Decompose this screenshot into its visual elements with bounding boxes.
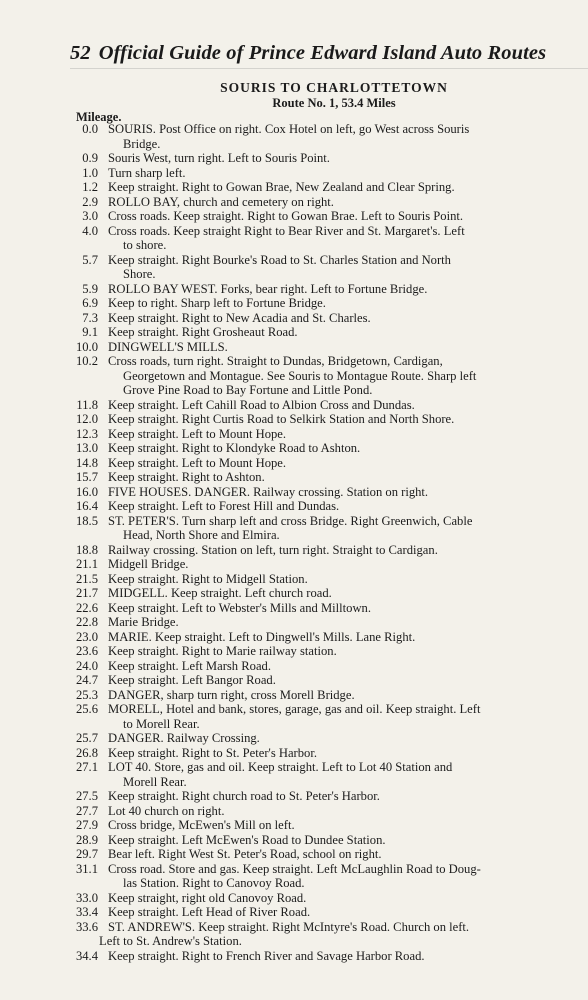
route-entry [0, 862, 588, 891]
route-entry [0, 340, 588, 355]
direction-text [108, 354, 588, 398]
direction-text [108, 862, 588, 891]
direction-line: ST. PETER'S. Turn sharp left and cross Bridge. Right Greenwich, Cable [108, 513, 473, 528]
direction-line: Keep straight. Left Bangor Road. [108, 673, 276, 687]
direction-text [108, 746, 588, 761]
mileage-value: 10.2 [75, 354, 98, 368]
mileage-value: 28.9 [75, 832, 98, 847]
direction-line: Keep straight. Left Marsh Road. [108, 658, 271, 673]
mileage-value: 4.0 [82, 223, 98, 238]
direction-text [108, 311, 588, 326]
direction-line: Keep straight. Left McEwen's Road to Dundee Station. [108, 832, 386, 847]
mileage-value: 33.0 [75, 890, 98, 905]
direction-text [108, 441, 588, 456]
route-entry [0, 688, 588, 703]
mileage-value: 11.8 [76, 397, 98, 412]
direction-text [108, 514, 588, 543]
mileage-value: 21.5 [75, 571, 98, 586]
mileage-value: 3.0 [82, 209, 98, 223]
route-entry [0, 572, 588, 587]
direction-line: Turn sharp left. [108, 165, 186, 180]
route-entry [0, 818, 588, 833]
direction-line: ST. ANDREW'S. Keep straight. Right McIntyre's Road. Church on left. [108, 919, 470, 934]
route-log [0, 122, 588, 963]
direction-text [108, 470, 588, 485]
direction-line: Souris West, turn right. Left to Souris Point. [108, 151, 330, 165]
direction-text [108, 485, 588, 500]
route-entry [0, 630, 588, 645]
direction-text [108, 818, 588, 833]
direction-line: Keep straight. Right to New Acadia and St. Charles. [108, 310, 371, 325]
direction-text [108, 282, 588, 297]
route-entry [0, 659, 588, 674]
direction-line: Cross roads. Keep straight. Right to Gowan Brae. Left to Souris Point. [108, 209, 464, 223]
direction-continuation-line: Head, North Shore and Elmira. [123, 528, 280, 542]
direction-continuation-line: Bridge. [123, 136, 161, 151]
direction-text [108, 180, 588, 195]
direction-line: ROLLO BAY WEST. Forks, bear right. Left to Fortune Bridge. [108, 281, 428, 296]
direction-continuation-line: to Morell Rear. [123, 716, 200, 731]
direction-line: Cross roads. Keep straight Right to Bear River and St. Margaret's. Left [108, 223, 465, 238]
route-entry [0, 557, 588, 572]
direction-line: Marie Bridge. [108, 615, 179, 629]
route-entry [0, 833, 588, 848]
direction-text [108, 427, 588, 442]
route-entry [0, 180, 588, 195]
direction-text [108, 253, 588, 282]
direction-line: Keep straight. Right church road to St. Peter's Harbor. [108, 789, 380, 803]
direction-line: Railway crossing. Station on left, turn right. Straight to Cardigan. [108, 542, 438, 557]
route-entry [0, 456, 588, 471]
direction-line: Cross road. Store and gas. Keep straight. Left McLaughlin Road to Doug- [108, 861, 481, 876]
direction-continuation-line: Morell Rear. [123, 774, 187, 789]
direction-line: MORELL, Hotel and bank, stores, garage, gas and oil. Keep straight. Left [108, 702, 481, 716]
direction-line: Keep straight. Right Bourke's Road to St. Charles Station and North [108, 252, 451, 267]
route-subtitle: Route No. 1, 53.4 Miles [272, 96, 396, 110]
route-entry [0, 253, 588, 282]
route-entry [0, 543, 588, 558]
running-head-title: Official Guide of Prince Edward Island Auto Routes [98, 42, 547, 64]
direction-line: Midgell Bridge. [108, 557, 189, 571]
page-number: 52 [70, 42, 91, 64]
mileage-value: 16.4 [75, 499, 98, 513]
route-entry [0, 441, 588, 456]
route-entry [0, 195, 588, 210]
running-head [70, 42, 546, 65]
mileage-value: 29.7 [75, 847, 98, 861]
mileage-value: 16.0 [75, 484, 98, 499]
mileage-value: 0.0 [82, 122, 98, 136]
direction-text [108, 340, 588, 355]
route-entry [0, 760, 588, 789]
direction-text [108, 891, 588, 906]
route-entry [0, 949, 588, 964]
direction-text [108, 224, 588, 253]
route-entry [0, 427, 588, 442]
direction-text [108, 586, 588, 601]
direction-text [108, 195, 588, 210]
direction-line: Cross roads, turn right. Straight to Dundas, Bridgetown, Cardigan, [108, 354, 443, 368]
mileage-value: 6.9 [82, 296, 98, 310]
mileage-value: 33.6 [75, 919, 98, 934]
direction-line: Keep straight. Left to Forest Hill and Dundas. [108, 499, 340, 513]
direction-line: Keep straight. Right Grosheaut Road. [108, 325, 298, 339]
mileage-value: 21.1 [75, 557, 98, 571]
direction-line: Keep straight. Left Head of River Road. [108, 905, 311, 919]
route-entry [0, 151, 588, 166]
mileage-value: 5.7 [82, 252, 98, 267]
direction-text [108, 760, 588, 789]
mileage-value: 23.6 [75, 644, 98, 658]
direction-text [108, 833, 588, 848]
direction-text [108, 398, 588, 413]
mileage-value: 22.8 [75, 615, 98, 629]
direction-text [108, 659, 588, 674]
mileage-column-label: Mileage. [76, 110, 122, 124]
direction-line: Keep straight, right old Canovoy Road. [108, 890, 307, 905]
direction-line: Keep straight. Right to Gowan Brae, New Zealand and Clear Spring. [108, 180, 455, 194]
direction-text [99, 919, 588, 949]
direction-line: SOURIS. Post Office on right. Cox Hotel on left, go West across Souris [108, 122, 470, 136]
direction-line: MARIE. Keep straight. Left to Dingwell's Mills. Lane Right. [108, 629, 416, 644]
direction-line: Keep to right. Sharp left to Fortune Bridge. [108, 296, 326, 310]
direction-text [108, 209, 588, 224]
route-entry [0, 789, 588, 804]
route-entry [0, 673, 588, 688]
direction-line: Keep straight. Left to Mount Hope. [108, 455, 287, 470]
mileage-value: 25.3 [75, 687, 98, 702]
route-entry [0, 746, 588, 761]
route-entry [0, 499, 588, 514]
mileage-value: 27.1 [75, 760, 98, 774]
direction-line: LOT 40. Store, gas and oil. Keep straight. Left to Lot 40 Station and [108, 760, 453, 774]
direction-continuation-line: Left to St. Andrew's Station. [99, 934, 242, 948]
route-entry [0, 804, 588, 819]
mileage-value: 27.9 [75, 818, 98, 832]
direction-line: Keep straight. Right to French River and Savage Harbor Road. [108, 948, 425, 963]
direction-text [108, 412, 588, 427]
route-entry [0, 731, 588, 746]
direction-text [108, 572, 588, 587]
direction-continuation-line: Shore. [123, 267, 156, 281]
direction-line: DINGWELL'S MILLS. [108, 339, 228, 354]
mileage-value: 12.3 [75, 426, 98, 441]
direction-line: Lot 40 church on right. [108, 803, 225, 818]
mileage-value: 24.0 [75, 658, 98, 673]
direction-line: FIVE HOUSES. DANGER. Railway crossing. Station on right. [108, 484, 429, 499]
route-entry [0, 470, 588, 485]
route-entry [0, 122, 588, 151]
mileage-value: 18.5 [75, 513, 98, 528]
route-entry [0, 615, 588, 630]
mileage-value: 15.7 [75, 470, 98, 484]
route-entry [0, 224, 588, 253]
route-entry [0, 325, 588, 340]
mileage-value: 1.0 [82, 165, 98, 180]
mileage-value: 12.0 [75, 412, 98, 426]
direction-line: Keep straight. Right Curtis Road to Selkirk Station and North Shore. [108, 412, 455, 426]
mileage-value: 5.9 [82, 281, 98, 296]
mileage-value: 13.0 [75, 441, 98, 455]
direction-text [108, 325, 588, 340]
mileage-value: 2.9 [82, 194, 98, 209]
direction-text [108, 673, 588, 688]
direction-text [108, 702, 588, 731]
mileage-value: 27.7 [75, 803, 98, 818]
route-entry [0, 514, 588, 543]
direction-text [108, 543, 588, 558]
route-entry [0, 644, 588, 659]
direction-text [108, 166, 588, 181]
direction-text [108, 615, 588, 630]
direction-text [108, 456, 588, 471]
direction-line: Keep straight. Left Cahill Road to Albion Cross and Dundas. [108, 397, 415, 412]
route-entry [0, 209, 588, 224]
running-head-rule [70, 68, 588, 69]
direction-text [108, 296, 588, 311]
direction-line: Keep straight. Right to Midgell Station. [108, 571, 308, 586]
direction-text [108, 949, 588, 964]
route-entry [0, 296, 588, 311]
route-entry [0, 920, 588, 949]
mileage-value: 1.2 [82, 180, 98, 194]
direction-line: DANGER. Railway Crossing. [108, 731, 260, 745]
direction-line: DANGER, sharp turn right, cross Morell Bridge. [108, 687, 355, 702]
direction-text [108, 905, 588, 920]
direction-text [108, 688, 588, 703]
route-entry [0, 905, 588, 920]
mileage-value: 24.7 [75, 673, 98, 687]
route-title: SOURIS TO CHARLOTTETOWN [220, 80, 448, 95]
route-entry [0, 282, 588, 297]
mileage-value: 7.3 [82, 310, 98, 325]
direction-line: ROLLO BAY, church and cemetery on right. [108, 194, 334, 209]
direction-text [108, 847, 588, 862]
route-entry [0, 891, 588, 906]
route-entry [0, 702, 588, 731]
mileage-value: 31.1 [75, 861, 98, 876]
mileage-value: 26.8 [75, 745, 98, 760]
direction-text [108, 557, 588, 572]
route-entry [0, 485, 588, 500]
direction-line: Keep straight. Left to Webster's Mills and Milltown. [108, 600, 372, 615]
mileage-value: 21.7 [75, 586, 98, 600]
direction-text [108, 122, 588, 151]
route-entry [0, 601, 588, 616]
mileage-value: 22.6 [75, 600, 98, 615]
direction-line: Keep straight. Right to Ashton. [108, 470, 265, 484]
direction-line: Keep straight. Right to St. Peter's Harbor. [108, 745, 317, 760]
mileage-value: 9.1 [82, 325, 98, 339]
direction-line: MIDGELL. Keep straight. Left church road. [108, 586, 332, 600]
mileage-value: 27.5 [75, 789, 98, 803]
route-entry [0, 311, 588, 326]
route-entry [0, 166, 588, 181]
mileage-value: 14.8 [75, 455, 98, 470]
route-entry [0, 847, 588, 862]
direction-text [108, 499, 588, 514]
direction-continuation-line: to shore. [123, 238, 167, 252]
route-entry [0, 586, 588, 601]
route-entry [0, 398, 588, 413]
mileage-value: 34.4 [75, 948, 98, 963]
direction-text [108, 789, 588, 804]
direction-line: Bear left. Right West St. Peter's Road, school on right. [108, 847, 382, 861]
direction-text [108, 644, 588, 659]
mileage-value: 0.9 [82, 151, 98, 165]
direction-text [108, 731, 588, 746]
direction-line: Keep straight. Left to Mount Hope. [108, 426, 287, 441]
mileage-value: 25.7 [75, 731, 98, 745]
direction-continuation-line: las Station. Right to Canovoy Road. [123, 876, 305, 890]
direction-text [108, 804, 588, 819]
direction-text [108, 151, 588, 166]
direction-line: Cross bridge, McEwen's Mill on left. [108, 818, 295, 832]
direction-line: Keep straight. Right to Marie railway station. [108, 644, 337, 658]
mileage-value: 33.4 [75, 905, 98, 919]
route-entry [0, 354, 588, 398]
direction-continuation-line: Georgetown and Montague. See Souris to Montague Route. Sharp left [123, 368, 477, 383]
direction-continuation-line: Grove Pine Road to Bay Fortune and Little Pond. [123, 383, 373, 397]
direction-text [108, 601, 588, 616]
mileage-value: 25.6 [75, 702, 98, 716]
direction-text [108, 630, 588, 645]
route-entry [0, 412, 588, 427]
mileage-value: 18.8 [75, 542, 98, 557]
direction-line: Keep straight. Right to Klondyke Road to Ashton. [108, 441, 361, 455]
mileage-value: 10.0 [75, 339, 98, 354]
mileage-value: 23.0 [75, 629, 98, 644]
